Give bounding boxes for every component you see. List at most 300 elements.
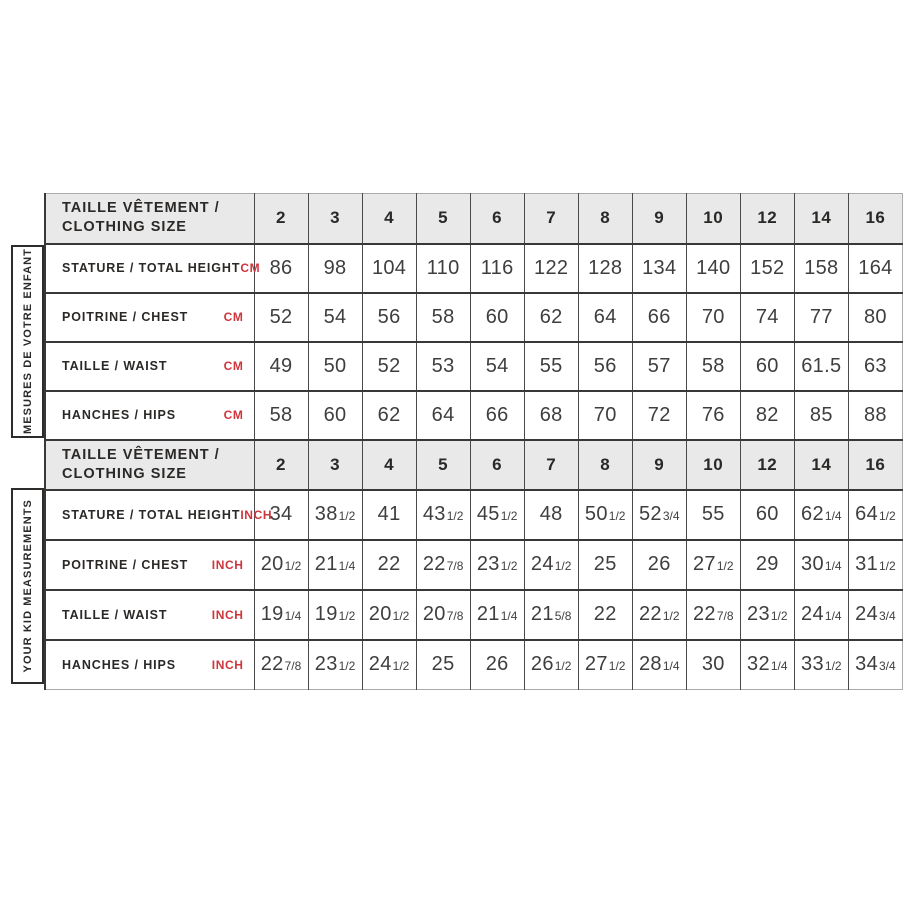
value-whole: 64: [593, 305, 617, 328]
measure-label: HANCHES / HIPS: [62, 657, 177, 672]
size-column-header-9: 9: [632, 440, 686, 490]
value-cell: [470, 590, 524, 640]
measure-label-wrap: [46, 359, 254, 373]
value-cell: [740, 490, 794, 540]
size-chart-body: [45, 194, 903, 690]
measure-label: TAILLE / WAIST: [62, 359, 168, 373]
section-header-row-inch: [45, 440, 903, 490]
value-cell: [416, 640, 470, 690]
value-whole: 29: [755, 553, 779, 575]
size-column-header-3: 3: [308, 194, 362, 244]
measure-label-wrap: [46, 608, 254, 622]
size-column-header-6: 6: [470, 440, 524, 490]
measure-row: [45, 540, 903, 590]
value-whole: 32: [747, 653, 770, 676]
value-cell: [632, 293, 686, 342]
value-whole: 64: [855, 503, 878, 525]
value-whole: 50: [323, 354, 347, 377]
unit-label: INCH: [211, 657, 244, 672]
value-whole: 74: [755, 305, 779, 328]
value-cell: [740, 391, 794, 440]
value-fraction: 5/8: [554, 609, 572, 623]
value-whole: 24: [530, 553, 554, 575]
value-whole: 22: [638, 603, 662, 625]
value-cell: [632, 342, 686, 391]
value-whole: 164: [858, 256, 893, 279]
value-cell: [308, 490, 362, 540]
value-whole: 31: [855, 553, 878, 575]
value-cell: [794, 490, 848, 540]
value-cell: [794, 640, 848, 690]
value-whole: 57: [647, 354, 671, 377]
value-cell: [470, 391, 524, 440]
size-chart: [44, 193, 903, 690]
value-cell: [578, 391, 632, 440]
value-whole: 23: [314, 653, 338, 676]
size-column-header-2: 2: [254, 440, 308, 490]
value-cell: [632, 540, 686, 590]
measure-label-cell: [45, 590, 254, 640]
measure-label-wrap: [46, 261, 261, 275]
value-whole: 56: [593, 354, 617, 377]
value-fraction: 7/8: [446, 609, 464, 623]
value-whole: 54: [485, 354, 509, 377]
value-whole: 55: [701, 503, 725, 525]
measure-label: POITRINE / CHEST: [62, 557, 189, 572]
value-fraction: 1/2: [608, 509, 626, 523]
value-whole: 21: [314, 553, 338, 575]
value-whole: 22: [593, 603, 617, 625]
value-fraction: 1/4: [824, 609, 842, 623]
size-column-header-10: 10: [686, 194, 740, 244]
measure-row: [45, 244, 903, 293]
clothing-size-header-line2: CLOTHING SIZE: [62, 465, 187, 482]
value-whole: 34: [269, 503, 293, 525]
value-whole: 27: [584, 653, 608, 676]
size-column-header-7: 7: [524, 194, 578, 244]
value-whole: 52: [269, 305, 293, 328]
value-whole: 98: [323, 256, 347, 279]
measure-label-cell: [45, 540, 254, 590]
value-cell: [308, 244, 362, 293]
clothing-size-header-inch: [45, 440, 254, 490]
value-cell: [578, 590, 632, 640]
size-column-header-5: 5: [416, 440, 470, 490]
value-cell: [848, 540, 902, 590]
measure-label-wrap: [46, 507, 273, 522]
value-cell: [524, 391, 578, 440]
value-cell: [740, 590, 794, 640]
value-whole: 20: [422, 603, 446, 625]
value-fraction: 1/4: [770, 659, 788, 674]
value-cell: [470, 640, 524, 690]
value-whole: 62: [539, 305, 563, 328]
size-column-header-4: 4: [362, 194, 416, 244]
unit-label: CM: [223, 310, 244, 324]
value-whole: 66: [647, 305, 671, 328]
value-whole: 76: [701, 403, 725, 426]
value-whole: 60: [485, 305, 509, 328]
value-cell: [308, 342, 362, 391]
value-cell: [686, 293, 740, 342]
value-fraction: 1/4: [338, 559, 356, 573]
value-cell: [416, 590, 470, 640]
value-cell: [470, 540, 524, 590]
unit-label: INCH: [211, 557, 244, 572]
size-column-header-3: 3: [308, 440, 362, 490]
value-fraction: 1/2: [392, 609, 410, 623]
measure-row: [45, 342, 903, 391]
value-cell: [578, 490, 632, 540]
measure-label-cell: [45, 293, 254, 342]
value-whole: 19: [314, 603, 338, 625]
section-header-row-cm: [45, 194, 903, 244]
value-whole: 48: [539, 503, 563, 525]
value-cell: [362, 590, 416, 640]
measure-row: [45, 640, 903, 690]
value-fraction: 1/2: [392, 659, 410, 674]
value-cell: [524, 244, 578, 293]
value-cell: [308, 590, 362, 640]
value-fraction: 3/4: [879, 609, 896, 623]
value-cell: [632, 590, 686, 640]
value-whole: 19: [260, 603, 284, 625]
value-fraction: 1/2: [338, 509, 356, 523]
value-cell: [686, 540, 740, 590]
value-cell: [254, 391, 308, 440]
value-whole: 68: [539, 403, 563, 426]
value-whole: 25: [431, 653, 455, 676]
value-cell: [794, 244, 848, 293]
value-whole: 23: [476, 553, 500, 575]
value-whole: 50: [584, 503, 608, 525]
value-fraction: 1/4: [500, 609, 518, 623]
value-whole: 116: [480, 256, 514, 279]
value-fraction: 1/2: [338, 609, 356, 623]
value-whole: 70: [701, 305, 725, 328]
value-whole: 62: [377, 403, 401, 426]
value-whole: 23: [747, 603, 770, 625]
value-cell: [848, 244, 902, 293]
value-whole: 66: [485, 403, 509, 426]
value-whole: 20: [260, 553, 284, 575]
value-whole: 24: [855, 603, 878, 625]
value-whole: 77: [809, 305, 833, 328]
value-fraction: 1/2: [879, 559, 896, 573]
value-cell: [362, 293, 416, 342]
clothing-size-header-line2: CLOTHING SIZE: [62, 219, 187, 236]
value-whole: 21: [530, 603, 554, 625]
value-fraction: 3/4: [662, 509, 680, 523]
size-column-header-8: 8: [578, 440, 632, 490]
value-whole: 72: [647, 403, 671, 426]
value-whole: 104: [371, 256, 407, 279]
value-whole: 63: [863, 354, 887, 377]
value-cell: [578, 293, 632, 342]
value-whole: 80: [863, 305, 887, 328]
value-cell: [254, 244, 308, 293]
size-column-header-6: 6: [470, 194, 524, 244]
value-cell: [362, 540, 416, 590]
value-cell: [740, 342, 794, 391]
value-fraction: 1/2: [879, 509, 896, 523]
size-column-header-9: 9: [632, 194, 686, 244]
value-whole: 58: [269, 403, 293, 426]
value-fraction: 1/2: [446, 509, 464, 523]
value-fraction: 7/8: [446, 559, 464, 573]
value-fraction: 1/2: [500, 509, 518, 523]
value-cell: [578, 244, 632, 293]
value-cell: [740, 244, 794, 293]
value-cell: [686, 640, 740, 690]
side-label-inch: YOUR KID MEASUREMENTS: [21, 499, 34, 673]
value-fraction: 1/2: [824, 659, 842, 674]
measure-label: STATURE / TOTAL HEIGHT: [62, 261, 241, 275]
value-cell: [632, 244, 686, 293]
value-whole: 24: [368, 653, 392, 676]
value-whole: 158: [804, 256, 839, 279]
value-cell: [686, 342, 740, 391]
value-fraction: 1/2: [662, 609, 680, 623]
value-fraction: 3/4: [879, 659, 896, 674]
measure-label: HANCHES / HIPS: [62, 408, 177, 422]
value-cell: [848, 590, 902, 640]
value-cell: [254, 293, 308, 342]
value-whole: 58: [701, 354, 725, 377]
measure-label-cell: [45, 490, 273, 540]
value-whole: 49: [269, 354, 293, 377]
measure-label-cell: [45, 244, 261, 293]
measure-label-cell: [45, 640, 254, 690]
measure-label: TAILLE / WAIST: [62, 607, 168, 622]
value-whole: 28: [638, 653, 662, 676]
value-cell: [254, 640, 308, 690]
value-cell: [794, 590, 848, 640]
size-column-header-5: 5: [416, 194, 470, 244]
value-whole: 61.5: [801, 354, 842, 377]
value-cell: [524, 342, 578, 391]
value-cell: [470, 490, 524, 540]
measure-label-wrap: [46, 658, 254, 672]
value-cell: [740, 640, 794, 690]
value-cell: [740, 293, 794, 342]
value-cell: [416, 540, 470, 590]
value-whole: 22: [692, 603, 716, 625]
value-fraction: 1/2: [554, 659, 572, 674]
value-cell: [362, 244, 416, 293]
size-column-header-7: 7: [524, 440, 578, 490]
value-cell: [686, 391, 740, 440]
value-cell: [254, 590, 308, 640]
value-fraction: 1/2: [716, 559, 734, 573]
value-fraction: 7/8: [284, 659, 302, 674]
unit-label: INCH: [240, 507, 273, 522]
value-cell: [362, 391, 416, 440]
value-whole: 62: [801, 503, 824, 525]
value-cell: [362, 490, 416, 540]
value-whole: 22: [260, 653, 284, 676]
value-cell: [794, 293, 848, 342]
measure-label-wrap: [46, 310, 254, 324]
value-fraction: 1/2: [500, 559, 518, 573]
value-whole: 60: [755, 354, 779, 377]
side-label-box-inch: [11, 488, 44, 684]
value-cell: [308, 391, 362, 440]
measure-label: POITRINE / CHEST: [62, 310, 189, 324]
value-cell: [848, 640, 902, 690]
size-column-header-10: 10: [686, 440, 740, 490]
value-cell: [848, 293, 902, 342]
size-column-header-2: 2: [254, 194, 308, 244]
measure-label: STATURE / TOTAL HEIGHT: [62, 507, 241, 522]
size-chart-table: [44, 193, 903, 690]
value-cell: [470, 293, 524, 342]
value-cell: [308, 540, 362, 590]
value-cell: [686, 490, 740, 540]
value-whole: 26: [530, 653, 554, 676]
value-whole: 45: [476, 503, 500, 525]
value-whole: 55: [539, 354, 563, 377]
value-whole: 86: [269, 256, 293, 279]
value-cell: [794, 540, 848, 590]
size-column-header-4: 4: [362, 440, 416, 490]
value-cell: [794, 342, 848, 391]
value-whole: 52: [638, 503, 662, 525]
value-cell: [632, 490, 686, 540]
value-whole: 30: [701, 653, 725, 676]
value-cell: [416, 293, 470, 342]
value-cell: [578, 540, 632, 590]
value-whole: 30: [801, 553, 824, 575]
side-label-cm: MESURES DE VOTRE ENFANT: [21, 248, 34, 435]
size-column-header-16: 16: [848, 194, 902, 244]
size-column-header-16: 16: [848, 440, 902, 490]
value-cell: [794, 391, 848, 440]
measure-label-wrap: [46, 558, 254, 572]
value-whole: 140: [696, 256, 731, 279]
value-cell: [416, 342, 470, 391]
size-column-header-14: 14: [794, 440, 848, 490]
value-whole: 82: [755, 403, 779, 426]
measure-row: [45, 490, 903, 540]
value-cell: [524, 540, 578, 590]
measure-row: [45, 590, 903, 640]
value-whole: 26: [485, 653, 509, 676]
measure-label-cell: [45, 342, 254, 391]
unit-label: CM: [223, 408, 244, 422]
value-cell: [416, 391, 470, 440]
value-whole: 128: [588, 256, 623, 279]
value-whole: 26: [647, 553, 671, 575]
value-cell: [254, 342, 308, 391]
value-cell: [524, 293, 578, 342]
value-whole: 33: [801, 653, 824, 676]
size-column-header-14: 14: [794, 194, 848, 244]
value-whole: 27: [692, 553, 716, 575]
value-fraction: 1/2: [554, 559, 572, 573]
value-cell: [848, 490, 902, 540]
value-whole: 58: [431, 305, 455, 328]
value-fraction: 1/4: [284, 609, 302, 623]
measure-label-cell: [45, 391, 254, 440]
value-fraction: 7/8: [716, 609, 734, 623]
value-whole: 88: [863, 403, 887, 426]
measure-row: [45, 391, 903, 440]
value-fraction: 1/2: [770, 609, 788, 623]
value-whole: 21: [476, 603, 500, 625]
value-whole: 20: [368, 603, 392, 625]
value-cell: [524, 490, 578, 540]
value-cell: [362, 342, 416, 391]
value-fraction: 1/2: [608, 659, 626, 674]
measure-label-wrap: [46, 408, 254, 422]
value-cell: [848, 342, 902, 391]
value-cell: [254, 540, 308, 590]
value-whole: 22: [377, 553, 401, 575]
value-fraction: 1/2: [284, 559, 302, 573]
value-cell: [416, 490, 470, 540]
value-cell: [416, 244, 470, 293]
value-cell: [848, 391, 902, 440]
value-whole: 60: [755, 503, 779, 525]
size-column-header-12: 12: [740, 194, 794, 244]
value-cell: [632, 640, 686, 690]
unit-label: INCH: [211, 607, 244, 622]
value-fraction: 1/4: [824, 559, 842, 573]
value-whole: 52: [377, 354, 401, 377]
value-cell: [632, 391, 686, 440]
value-cell: [524, 590, 578, 640]
value-cell: [470, 342, 524, 391]
value-whole: 54: [323, 305, 347, 328]
value-cell: [362, 640, 416, 690]
value-whole: 38: [314, 503, 338, 525]
clothing-size-header-cm: [45, 194, 254, 244]
value-fraction: 1/2: [338, 659, 356, 674]
value-whole: 85: [809, 403, 833, 426]
value-whole: 60: [323, 403, 347, 426]
value-cell: [686, 590, 740, 640]
measure-row: [45, 293, 903, 342]
value-whole: 122: [534, 256, 569, 279]
value-fraction: 1/4: [824, 509, 842, 523]
value-whole: 70: [593, 403, 617, 426]
value-whole: 43: [422, 503, 446, 525]
value-whole: 64: [431, 403, 455, 426]
value-cell: [308, 640, 362, 690]
value-whole: 41: [377, 503, 401, 525]
value-whole: 56: [377, 305, 401, 328]
value-cell: [308, 293, 362, 342]
value-whole: 53: [431, 354, 455, 377]
unit-label: CM: [223, 359, 244, 373]
value-whole: 134: [642, 256, 677, 279]
value-whole: 24: [801, 603, 824, 625]
value-fraction: 1/4: [662, 659, 680, 674]
clothing-size-header-line1: TAILLE VÊTEMENT /: [62, 446, 220, 463]
value-whole: 22: [422, 553, 446, 575]
value-cell: [470, 244, 524, 293]
value-cell: [524, 640, 578, 690]
value-whole: 25: [593, 553, 617, 575]
value-whole: 34: [855, 653, 878, 676]
value-whole: 110: [426, 256, 460, 279]
value-whole: 152: [750, 256, 785, 279]
value-cell: [686, 244, 740, 293]
value-cell: [578, 640, 632, 690]
side-label-box-cm: [11, 245, 44, 438]
value-cell: [578, 342, 632, 391]
